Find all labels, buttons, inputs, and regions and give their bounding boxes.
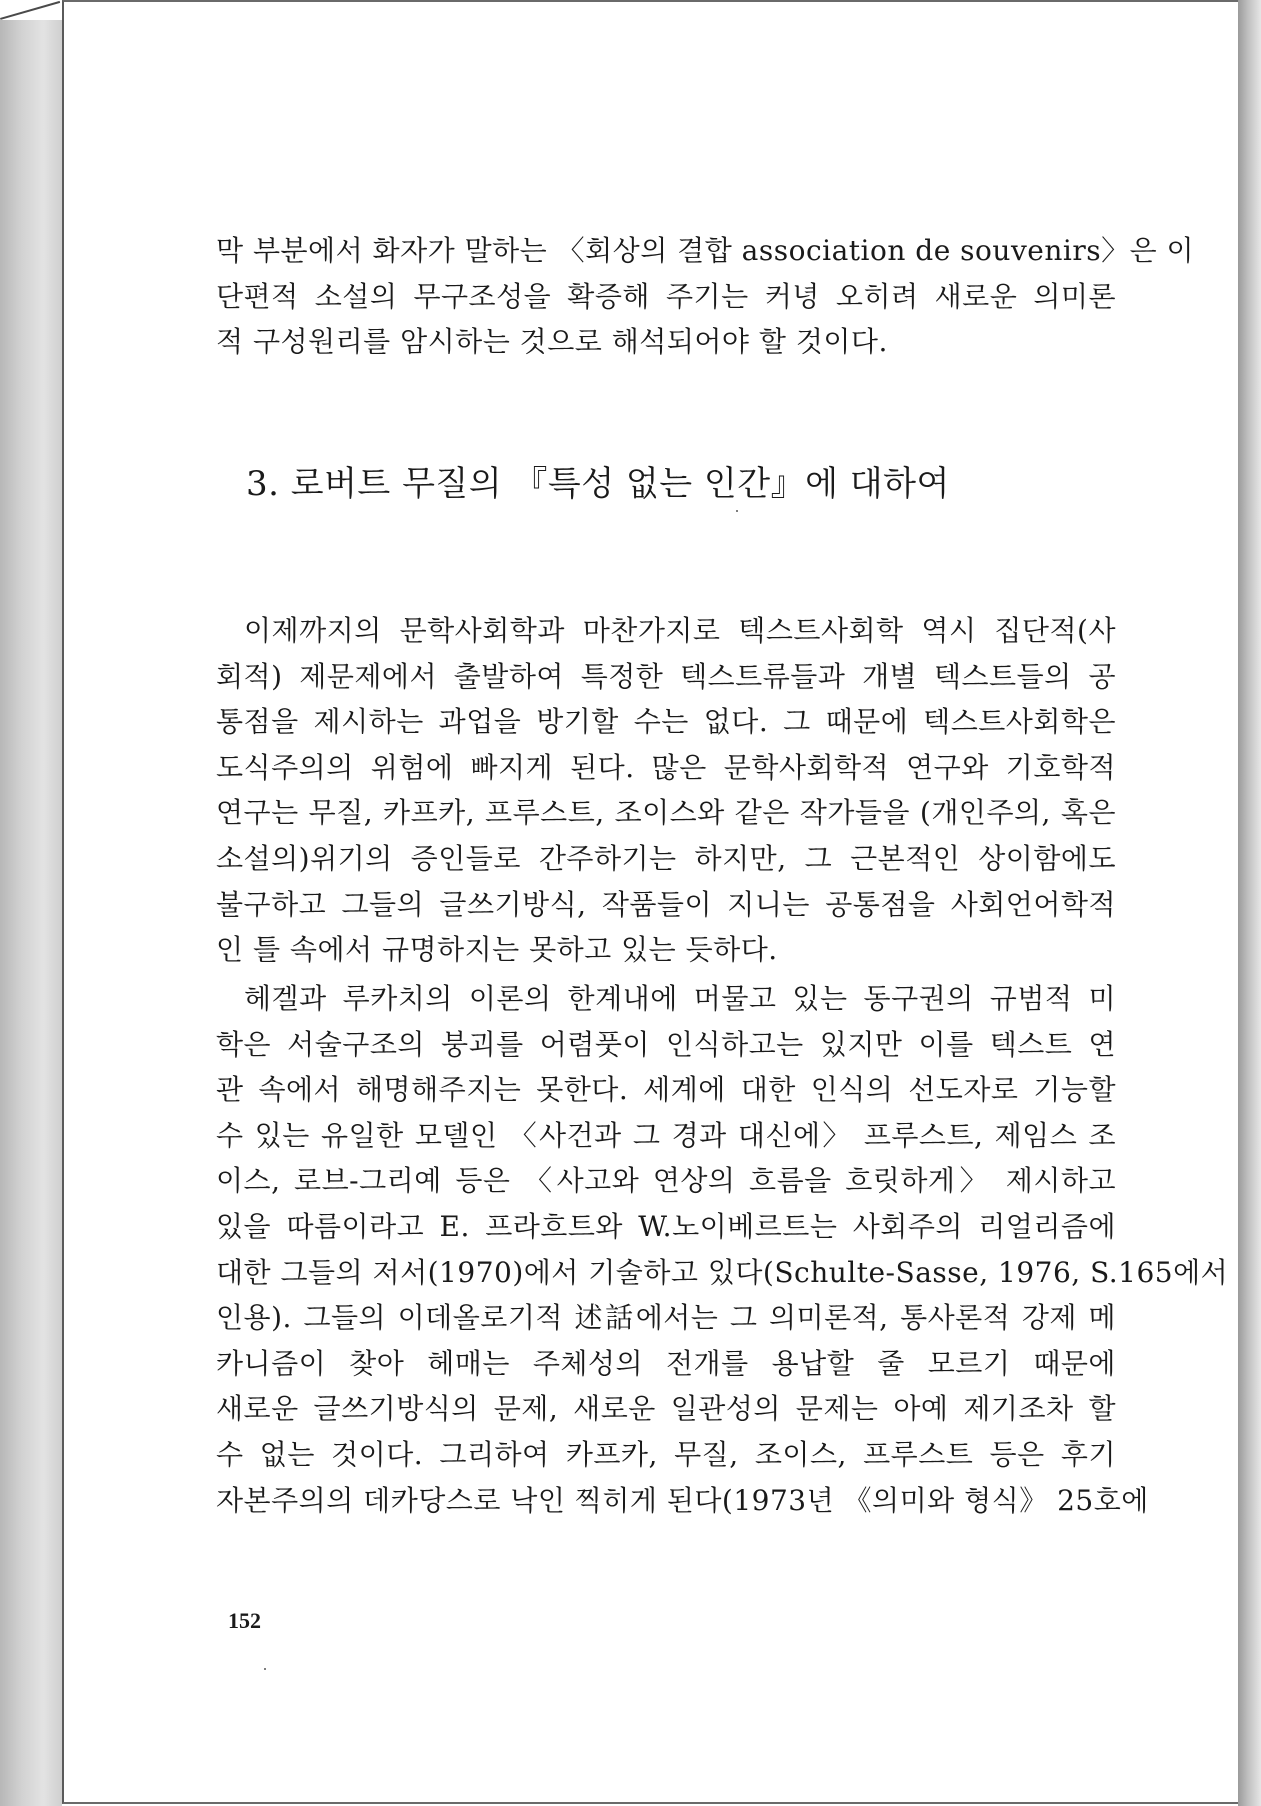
text-line: 헤겔과 루카치의 이론의 한계내에 머물고 있는 동구권의 규범적 미 bbox=[244, 982, 1116, 1015]
text-line: 수 없는 것이다. 그리하여 카프카, 무질, 조이스, 프루스트 등은 후기 bbox=[216, 1437, 1116, 1471]
text-line: 자본주의의 데카당스로 낙인 찍히게 된다(1973년 《의미와 형식》 25호에 bbox=[216, 1483, 1149, 1517]
text-line: 관 속에서 해명해주지는 못한다. 세계에 대한 인식의 선도자로 기능할 bbox=[216, 1073, 1116, 1107]
text-line: 적 구성원리를 암시하는 것으로 해석되어야 할 것이다. bbox=[216, 325, 888, 359]
page-stack-left-edge bbox=[0, 18, 62, 1806]
text-line: 연구는 무질, 카프카, 프루스트, 조이스와 같은 작가들을 (개인주의, 혹은 bbox=[216, 796, 1116, 830]
intro-paragraph bbox=[216, 228, 1195, 365]
body-paragraph-1 bbox=[216, 608, 1116, 973]
text-line: 있을 따름이라고 E. 프라흐트와 W.노이베르트는 사회주의 리얼리즘에 bbox=[216, 1209, 1116, 1243]
text-line: 회적) 제문제에서 출발하여 특정한 텍스트류들과 개별 텍스트들의 공 bbox=[216, 659, 1116, 693]
page-number: 152 bbox=[228, 1608, 261, 1633]
text-line: 카니즘이 찾아 헤매는 주체성의 전개를 용납할 줄 모르기 때문에 bbox=[216, 1346, 1116, 1380]
text-line: 통점을 제시하는 과업을 방기할 수는 없다. 그 때문에 텍스트사회학은 bbox=[216, 705, 1116, 739]
text-line: 불구하고 그들의 글쓰기방식, 작품들이 지니는 공통점을 사회언어학적 bbox=[216, 887, 1116, 921]
text-line: 이스, 로브-그리예 등은 〈사고와 연상의 흐름을 흐릿하게〉 제시하고 bbox=[216, 1164, 1116, 1198]
text-line: 이제까지의 문학사회학과 마찬가지로 텍스트사회학 역시 집단적(사 bbox=[244, 614, 1116, 647]
text-line: 학은 서술구조의 붕괴를 어렴풋이 인식하고는 있지만 이를 텍스트 연 bbox=[216, 1027, 1116, 1061]
text-line: 막 부분에서 화자가 말하는 〈회상의 결합 association de souvenirs〉은 이 bbox=[216, 234, 1195, 267]
body-paragraph-2 bbox=[216, 976, 1229, 1523]
text-line: 도식주의의 위험에 빠지게 된다. 많은 문학사회학적 연구와 기호학적 bbox=[216, 750, 1116, 784]
page-right-edge-shadow bbox=[1238, 0, 1261, 1806]
text-line: 새로운 글쓰기방식의 문제, 새로운 일관성의 문제는 아예 제기조차 할 bbox=[216, 1392, 1116, 1426]
section-heading: 3. 로버트 무질의 『특성 없는 인간』에 대하여 bbox=[246, 464, 950, 504]
text-line: 단편적 소설의 무구조성을 확증해 주기는 커녕 오히려 새로운 의미론 bbox=[216, 279, 1116, 313]
text-line: 대한 그들의 저서(1970)에서 기술하고 있다(Schulte-Sasse, 1976, S.165에서 bbox=[216, 1255, 1229, 1289]
text-line: 수 있는 유일한 모델인 〈사건과 그 경과 대신에〉 프루스트, 제임스 조 bbox=[216, 1118, 1116, 1152]
scan-speck bbox=[736, 510, 738, 512]
text-line: 소설의)위기의 증인들로 간주하기는 하지만, 그 근본적인 상이함에도 bbox=[216, 841, 1116, 875]
text-line: 인용). 그들의 이데올로기적 述話에서는 그 의미론적, 통사론적 강제 메 bbox=[216, 1301, 1116, 1335]
scan-speck bbox=[264, 1668, 266, 1670]
text-line: 인 틀 속에서 규명하지는 못하고 있는 듯하다. bbox=[216, 933, 778, 967]
